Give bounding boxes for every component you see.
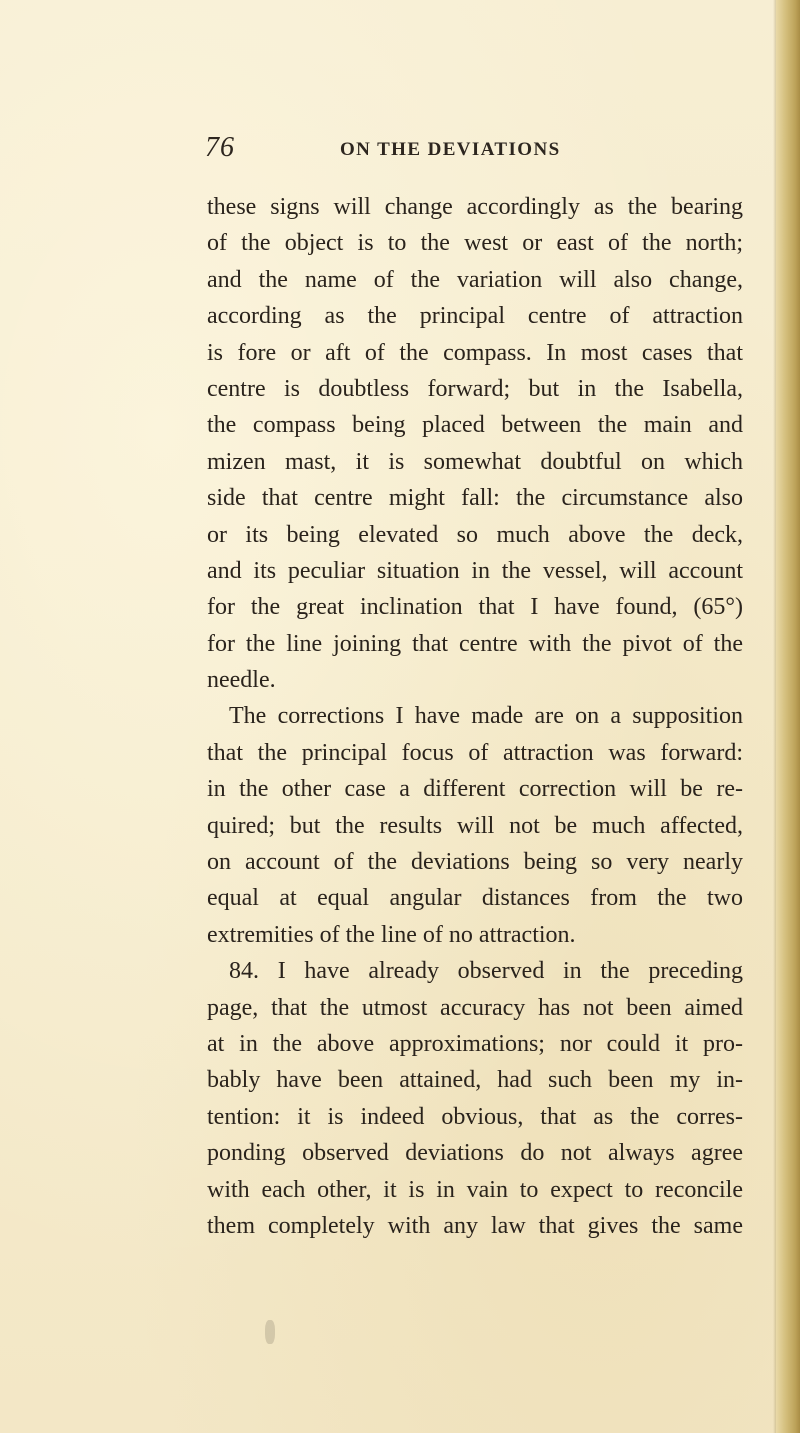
- text-line: the compass being placed between the main and: [207, 412, 743, 439]
- text-line: for the line joining that centre with the pivot of the: [207, 630, 743, 657]
- text-line: is fore or aft of the compass. In most cases that: [207, 339, 743, 366]
- text-line: centre is doubtless forward; but in the Isabella,: [207, 375, 743, 402]
- text-line: on account of the deviations being so very nearly: [207, 849, 743, 876]
- body-text: [207, 189, 743, 1244]
- text-line: with each other, it is in vain to expect to reconcile: [207, 1176, 743, 1203]
- text-line: tention: it is indeed obvious, that as the corres-: [207, 1103, 743, 1130]
- text-line: for the great inclination that I have found, (65°): [207, 594, 743, 621]
- text-line: and its peculiar situation in the vessel, will account: [207, 557, 743, 584]
- text-line: ponding observed deviations do not always agree: [207, 1140, 743, 1167]
- text-line: that the principal focus of attraction was forward:: [207, 739, 743, 766]
- text-line: at in the above approximations; nor could it pro-: [207, 1030, 743, 1057]
- running-head: ON THE DEVIATIONS: [340, 139, 561, 160]
- paragraph-start-line: 84. I have already observed in the preceding: [229, 958, 743, 985]
- text-line: side that centre might fall: the circumstance also: [207, 485, 743, 512]
- text-line: and the name of the variation will also change,: [207, 266, 743, 293]
- text-line: quired; but the results will not be much affected,: [207, 812, 743, 839]
- text-line: page, that the utmost accuracy has not been aimed: [207, 994, 743, 1021]
- text-line: these signs will change accordingly as the bearing: [207, 194, 743, 220]
- text-line: of the object is to the west or east of the north;: [207, 230, 743, 257]
- page-header: [0, 132, 800, 172]
- text-line: extremities of the line of no attraction.: [207, 921, 576, 948]
- text-line: needle.: [207, 667, 276, 694]
- text-line: in the other case a different correction will be re-: [207, 776, 743, 803]
- text-line: according as the principal centre of attraction: [207, 303, 743, 330]
- ink-smudge: [265, 1320, 275, 1344]
- page-gutter: [776, 0, 800, 1433]
- text-line: or its being elevated so much above the deck,: [207, 521, 743, 548]
- paragraph-start-line: The corrections I have made are on a supposition: [229, 703, 743, 730]
- text-line: bably have been attained, had such been my in-: [207, 1067, 743, 1094]
- text-line: mizen mast, it is somewhat doubtful on which: [207, 448, 743, 475]
- text-line: equal at equal angular distances from the two: [207, 885, 743, 912]
- page-number: 76: [205, 132, 235, 163]
- text-line: them completely with any law that gives the same: [207, 1212, 743, 1239]
